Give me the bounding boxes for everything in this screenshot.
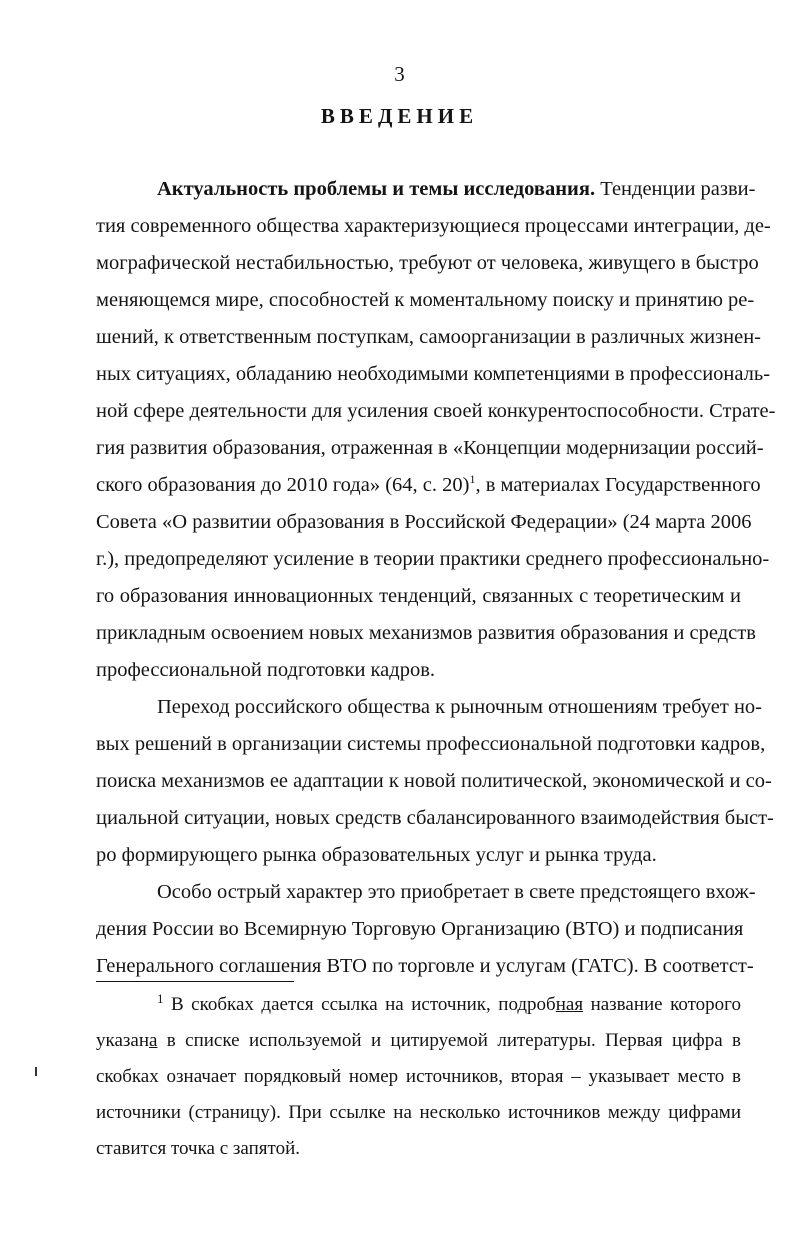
text-line: прикладным освоением новых механизмов развития образования и средств (96, 622, 756, 644)
text-line: ной сфере деятельности для усиления своей конкурентоспособности. Страте- (96, 400, 776, 422)
text-line: поиска механизмов ее адаптации к новой политической, экономической и со- (96, 770, 772, 792)
text-fragment: указан (96, 1030, 149, 1051)
footnote-marker: 1 (157, 991, 164, 1006)
text-line: Переход российского общества к рыночным отношениям требует но- (157, 696, 763, 718)
text-fragment: а (148, 1030, 158, 1051)
text-fragment: Тенденции разви- (595, 178, 756, 200)
footnote-ref: 1 (469, 472, 476, 486)
text-line: циальной ситуации, новых средств сбалансированного взаимодействия быст- (96, 807, 774, 829)
text-line: Особо острый характер это приобретает в свете предстоящего вхож- (157, 881, 756, 903)
text-line (96, 470, 761, 500)
text-line: ных ситуациях, обладанию необходимыми компетенциями в профессиональ- (96, 363, 771, 385)
footnote-separator (96, 981, 294, 982)
text-line: гия развития образования, отраженная в «Концепции модернизации россий- (96, 437, 764, 459)
lead-phrase: Актуальность проблемы и темы исследования. (157, 178, 596, 200)
text-line (96, 174, 756, 204)
footnote-line: источники (страницу). При ссылке на несколько источников между цифрами (96, 1102, 741, 1123)
text-fragment: В скобках дается ссылка на источник, подроб (163, 994, 556, 1015)
page-number: 3 (394, 62, 405, 86)
section-heading: ВВЕДЕНИЕ (320, 104, 479, 128)
text-line: ро формирующего рынка образовательных услуг и рынка труда. (96, 844, 657, 866)
text-line: вых решений в организации системы профессиональной подготовки кадров, (96, 733, 766, 755)
text-line: Совета «О развитии образования в Российской Федерации» (24 марта 2006 (96, 511, 752, 533)
text-line: тия современного общества характеризующиеся процессами интеграции, де- (96, 215, 771, 237)
text-line: шений, к ответственным поступкам, самоорганизации в различных жизнен- (96, 326, 762, 348)
text-fragment: ского образования до 2010 года» (64, с. 20) (96, 474, 470, 496)
text-fragment: ная (555, 994, 584, 1015)
text-line: меняющемся мире, способностей к моментальному поиску и принятию ре- (96, 289, 755, 311)
footnote-line (96, 991, 741, 1019)
scan-artifact (35, 1067, 37, 1076)
text-line: дения России во Всемирную Торговую Организацию (ВТО) и подписания (96, 918, 744, 940)
text-line: г.), предопределяют усиление в теории практики среднего профессионально- (96, 548, 770, 570)
text-fragment: в списке используемой и цитируемой литературы. Первая цифра в (157, 1030, 741, 1051)
text-fragment: , в материалах Государственного (475, 474, 761, 496)
footnote-line: скобках означает порядковый номер источников, вторая – указывает место в (96, 1066, 741, 1087)
text-line: мографической нестабильностью, требуют от человека, живущего в быстро (96, 252, 759, 274)
footnote-line: ставится точка с запятой. (96, 1138, 300, 1159)
footnote-line (96, 1027, 741, 1055)
text-line: профессиональной подготовки кадров. (96, 659, 436, 681)
text-line: Генерального соглашения ВТО по торговле и услугам (ГАТС). В соответст- (96, 955, 754, 977)
text-line: го образования инновационных тенденций, связанных с теоретическим и (96, 585, 741, 607)
text-fragment: название которого (583, 994, 741, 1015)
